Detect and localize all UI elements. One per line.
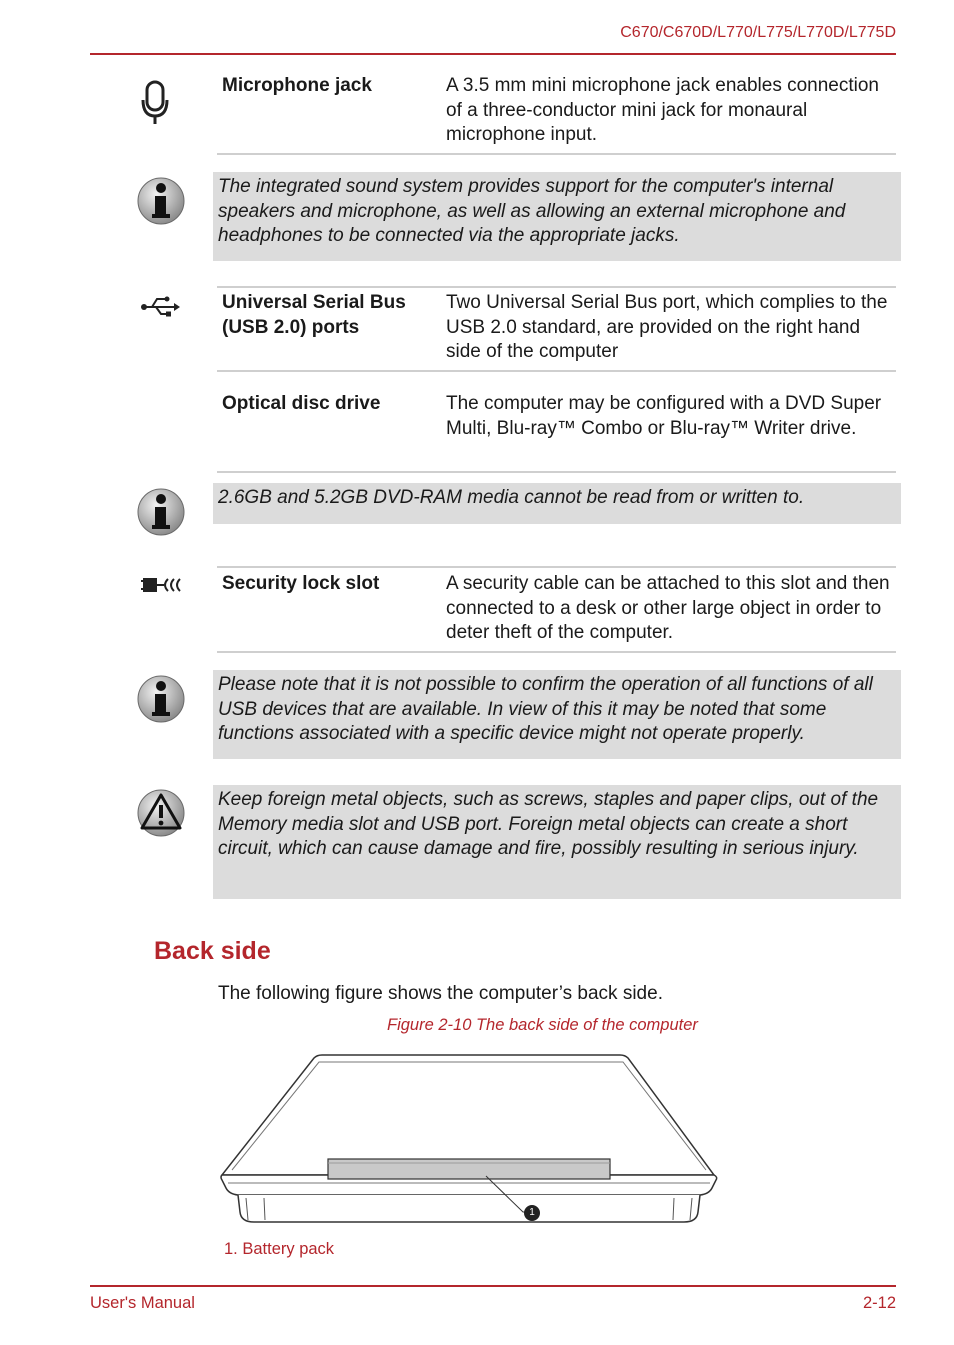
- microphone-jack-description: A 3.5 mm mini microphone jack enables connection of a three-conductor mini jack for monaural microphone input.: [446, 75, 880, 145]
- callout-number-1: 1: [524, 1205, 540, 1221]
- info-icon: [136, 487, 186, 537]
- header-model-title: C670/C670D/L770/L775/L770D/L775D: [620, 24, 896, 41]
- note-dvd-ram-text: 2.6GB and 5.2GB DVD-RAM media cannot be read from or written to.: [218, 487, 805, 508]
- header-rule: [90, 53, 896, 55]
- usb-ports-term: Universal Serial Bus (USB 2.0) ports: [222, 292, 406, 338]
- security-lock-term: Security lock slot: [222, 573, 380, 594]
- row-separator: [217, 370, 896, 372]
- note-usb-devices: [213, 670, 901, 759]
- footer-manual-name: User's Manual: [90, 1294, 195, 1312]
- warning-metal-objects: [213, 785, 901, 899]
- back-side-intro: The following figure shows the computer’s back side.: [218, 983, 663, 1004]
- footer-page-number: 2-12: [862, 1294, 896, 1312]
- info-icon: [136, 674, 186, 724]
- microphone-icon: [138, 78, 188, 128]
- usb-icon: [140, 295, 180, 319]
- info-icon: [136, 176, 186, 226]
- row-separator: [217, 566, 896, 568]
- row-separator: [217, 471, 896, 473]
- laptop-back-illustration: [218, 1052, 723, 1224]
- warning-icon: [136, 788, 186, 838]
- warning-metal-objects-text: Keep foreign metal objects, such as screws, staples and paper clips, out of the Memory media slot and USB port. Foreign metal objects can create a short circuit, which can cause damage and fire, possibly resulting in serious injury.: [218, 789, 879, 859]
- optical-drive-term: Optical disc drive: [222, 393, 381, 414]
- microphone-jack-term: Microphone jack: [222, 75, 372, 96]
- usb-ports-description: Two Universal Serial Bus port, which complies to the USB 2.0 standard, are provided on the right hand side of the computer: [446, 292, 888, 362]
- note-sound-system-text: The integrated sound system provides support for the computer's internal speakers and microphone, as well as allowing an external microphone and headphones to be connected via the appropriate jacks.: [218, 176, 846, 246]
- figure-legend-battery-pack: 1. Battery pack: [224, 1240, 335, 1258]
- row-separator: [217, 651, 896, 653]
- figure-caption: Figure 2-10 The back side of the computer: [387, 1016, 698, 1034]
- row-separator: [217, 286, 896, 288]
- note-dvd-ram: [213, 483, 901, 524]
- security-lock-description: A security cable can be attached to this slot and then connected to a desk or other large object in order to deter theft of the computer.: [446, 573, 890, 643]
- note-usb-devices-text: Please note that it is not possible to confirm the operation of all functions of all USB devices that are available. In view of this it may be noted that some functions associated with a specific device might not operate properly.: [218, 674, 873, 744]
- security-lock-icon: [140, 574, 186, 596]
- section-title-back-side: Back side: [154, 937, 271, 965]
- footer-rule: [90, 1285, 896, 1287]
- optical-drive-description: The computer may be configured with a DVD Super Multi, Blu-ray™ Combo or Blu-ray™ Writer drive.: [446, 393, 882, 439]
- row-separator: [217, 153, 896, 155]
- note-sound-system: [213, 172, 901, 261]
